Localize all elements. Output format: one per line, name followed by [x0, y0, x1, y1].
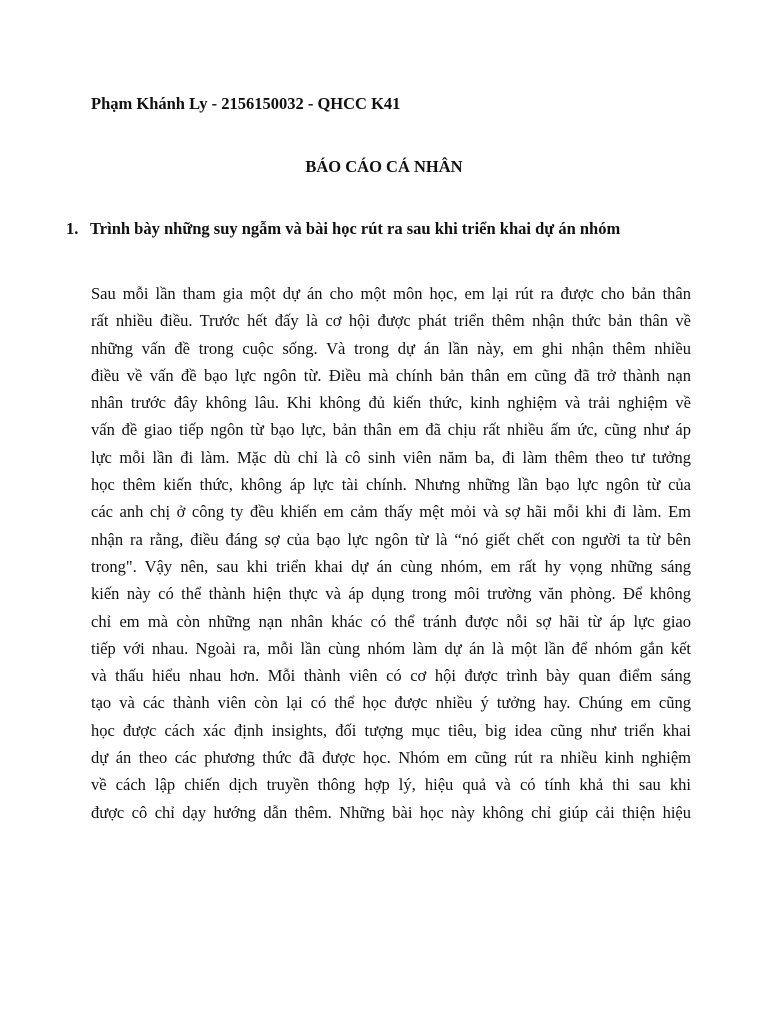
paragraph-line: học thêm kiến thức, không áp lực tài chính. Nhưng những lần bạo lực ngôn từ của — [91, 475, 691, 495]
paragraph-line: tiếp với nhau. Ngoài ra, mỗi lần cùng nhóm làm dự án là một lần để nhóm gắn kết — [91, 638, 691, 658]
paragraph-line: kiến này có thể thành hiện thực và áp dụng trong môi trường văn phòng. Để không — [91, 584, 691, 604]
body-paragraph — [91, 280, 691, 826]
paragraph-line: vấn đề giao tiếp ngôn từ bạo lực, bản thân em đã chịu rất nhiều ấm ức, cũng như áp — [91, 420, 691, 440]
paragraph-line: nhận ra rằng, điều đáng sợ của bạo lực ngôn từ là “nó giết chết con người ta từ bên — [91, 529, 691, 549]
paragraph-line: và thấu hiểu nhau hơn. Mỗi thành viên có cơ hội được trình bày quan điểm sáng — [91, 666, 691, 686]
paragraph-line: chỉ em mà còn những nạn nhân khác có thể tránh được nỗi sợ hãi từ áp lực giao — [91, 611, 691, 631]
paragraph-line: nhân trước đây không lâu. Khi không đủ kiến thức, kinh nghiệm và trải nghiệm về — [91, 393, 691, 413]
paragraph-line: Sau mỗi lần tham gia một dự án cho một môn học, em lại rút ra được cho bản thân — [91, 284, 691, 303]
paragraph-line: điều về vấn đề bạo lực ngôn từ. Điều mà chính bản thân em cũng đã trở thành nạn — [91, 365, 691, 385]
paragraph-line: lực mỗi lần đi làm. Mặc dù chỉ là cô sinh viên năm ba, đi làm thêm theo tư tưởng — [91, 447, 691, 467]
paragraph-line: về cách lập chiến dịch truyền thông hợp lý, hiệu quả và có tính khả thi sau khi — [91, 775, 691, 795]
paragraph-line: trong". Vậy nên, sau khi triển khai dự án cùng nhóm, em rất hy vọng những sáng — [91, 556, 691, 576]
section-heading — [66, 219, 620, 239]
paragraph-line: học được cách xác định insights, đối tượng mục tiêu, big idea cũng như triển khai — [91, 720, 691, 740]
paragraph-line: những vấn đề trong cuộc sống. Và trong dự án lần này, em ghi nhận thêm nhiều — [91, 338, 691, 358]
paragraph-line: các anh chị ở công ty đều khiến em cảm thấy mệt mỏi và sợ hãi mỗi khi đi làm. Em — [91, 502, 691, 522]
paragraph-line: dự án theo các phương thức đã được học. Nhóm em cũng rút ra nhiều kinh nghiệm — [91, 748, 691, 768]
report-title: BÁO CÁO CÁ NHÂN — [305, 157, 463, 176]
section-number: 1. — [66, 219, 79, 238]
paragraph-line: được cô chỉ dạy hướng dẫn thêm. Những bài học này không chỉ giúp cải thiện hiệu — [91, 802, 691, 822]
author-line: Phạm Khánh Ly - 2156150032 - QHCC K41 — [91, 94, 401, 113]
section-heading-text: Trình bày những suy ngẫm và bài học rút ra sau khi triển khai dự án nhóm — [90, 219, 621, 238]
paragraph-line: rất nhiều điều. Trước hết đấy là cơ hội được phát triển thêm nhận thức bản thân về — [91, 311, 691, 331]
paragraph-line: tạo và các thành viên còn lại có thể học được nhiều ý tưởng hay. Chúng em cũng — [91, 693, 691, 713]
